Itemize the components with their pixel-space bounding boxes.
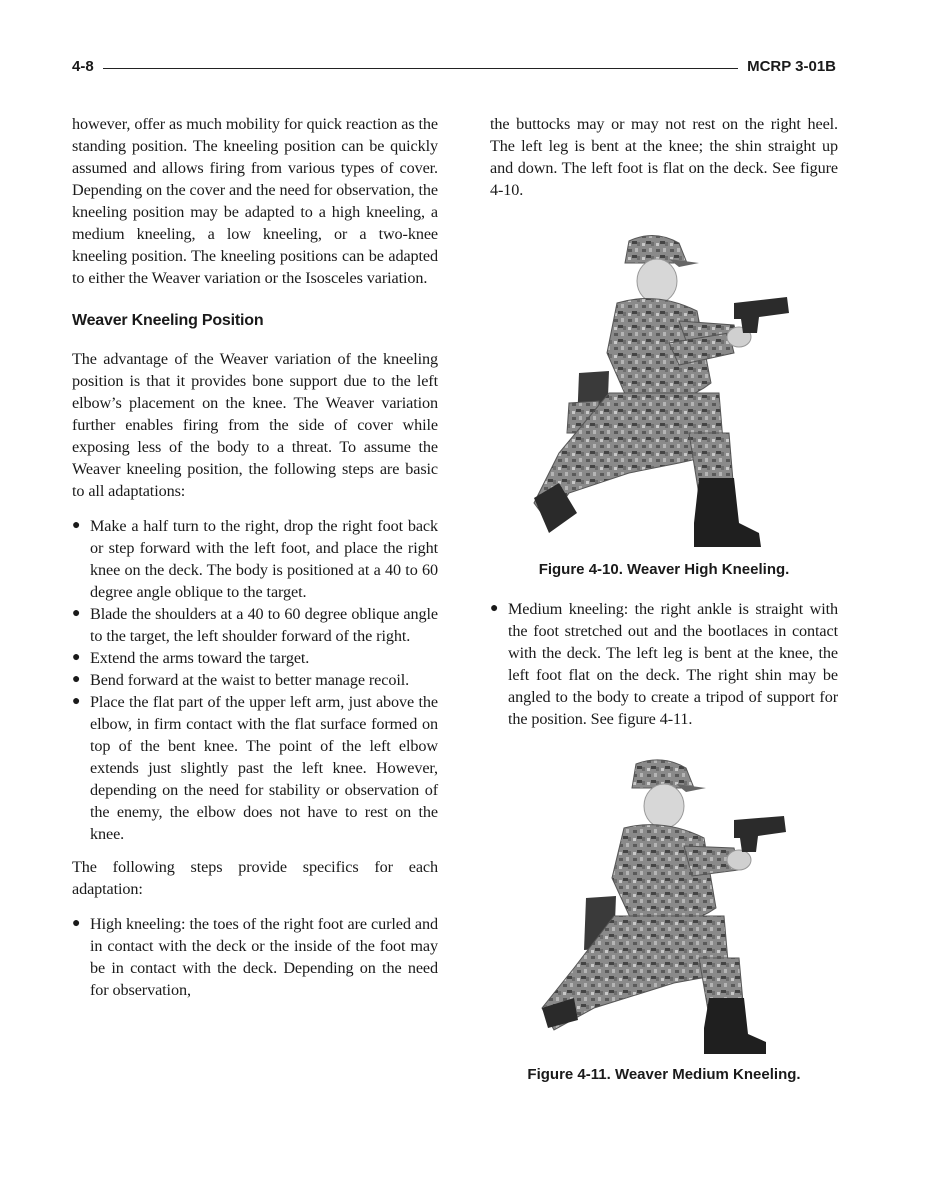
adaptation-list xyxy=(72,913,438,1001)
list-item: ● Make a half turn to the right, drop the right foot back or step forward with the left foot, and place the right knee on the deck. The body is positioned at a 40 to 60 degree angle oblique to the target. xyxy=(72,517,438,601)
section-heading: Weaver Kneeling Position xyxy=(72,312,264,329)
bullet-icon: ● xyxy=(72,606,81,621)
bullet-icon: ● xyxy=(72,916,81,931)
figure-4-11 xyxy=(490,758,838,1083)
list-item: ● High kneeling: the toes of the right foot are curled and in contact with the deck or the inside of the foot may be in contact with the deck. Depending on the need for observation, xyxy=(72,915,438,999)
continuation-paragraph: the buttocks may or may not rest on the right heel. The left leg is bent at the knee; the shin straight up and down. The left foot is flat on the deck. See figure 4-10. xyxy=(490,115,838,199)
kneeling-marine-photo xyxy=(534,758,794,1058)
adaptation-paragraph: The following steps provide specifics for each adaptation: xyxy=(72,858,438,898)
figure-caption: Figure 4-11. Weaver Medium Kneeling. xyxy=(527,1066,801,1083)
bullet-icon: ● xyxy=(72,650,81,665)
weaver-paragraph: The advantage of the Weaver variation of the kneeling position is that it provides bone support due to the left elbow’s placement on the knee. The Weaver variation further enables firing from the side of cover while exposing less of the body to a threat. To assume the Weaver kneeling position, the following steps are basic to all adaptations: xyxy=(72,350,438,500)
intro-paragraph: however, offer as much mobility for quick reaction as the standing position. The kneeling position can be quickly assumed and allows firing from various types of cover. Depending on the cover and the need for observation, the kneeling position may be adapted to a high kneeling, a medium kneeling, a low kneeling, or a two-knee kneeling position. The kneeling positions can be adapted to either the Weaver variation or the Isosceles variation. xyxy=(72,115,438,287)
bullet-icon: ● xyxy=(72,694,81,709)
list-item: ● Place the flat part of the upper left arm, just above the elbow, in firm contact with the flat surface formed on top of the bent knee. The point of the left elbow extends just slightly past the left knee. However, depending on the need for stability or observation of the enemy, the elbow does not have to rest on the knee. xyxy=(72,693,438,843)
basic-steps-list xyxy=(72,515,438,845)
page-header xyxy=(72,58,836,80)
bullet-icon: ● xyxy=(490,601,499,616)
list-item: ● Blade the shoulders at a 40 to 60 degree oblique angle to the target, the left shoulder forward of the right. xyxy=(72,605,438,645)
medium-kneeling-list xyxy=(490,598,838,730)
page-number: 4-8 xyxy=(72,58,94,75)
left-column xyxy=(72,113,438,1001)
kneeling-marine-photo xyxy=(529,233,799,553)
figure-caption: Figure 4-10. Weaver High Kneeling. xyxy=(538,561,790,578)
figure-4-10 xyxy=(490,233,838,578)
list-item: ● Bend forward at the waist to better manage recoil. xyxy=(72,671,410,689)
list-item: ● Medium kneeling: the right ankle is straight with the foot stretched out and the bootlaces in contact with the deck. The left leg is bent at the knee, the left foot flat on the deck. The right shin may be angled to the body to create a tripod of support for the position. See figure 4-11. xyxy=(490,600,838,728)
bullet-icon: ● xyxy=(72,518,81,533)
list-item: ● Extend the arms toward the target. xyxy=(72,649,310,667)
right-column xyxy=(490,113,838,1083)
publication-id: MCRP 3-01B xyxy=(747,58,836,75)
bullet-icon: ● xyxy=(72,672,81,687)
header-rule xyxy=(103,68,738,69)
